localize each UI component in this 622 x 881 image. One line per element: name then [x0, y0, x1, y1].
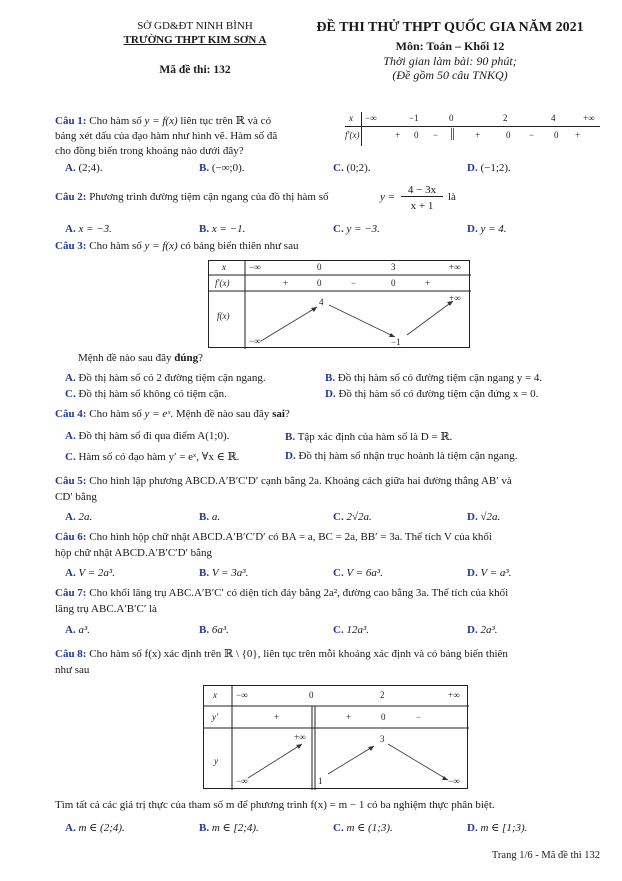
question-7: Câu 7: Cho khối lăng trụ ABC.A′B′C′ có diện tích đáy bằng 2a², đường cao bằng 3a. Thể tích của khối lăng trụ ABC.A′B′C′ là — [55, 587, 509, 615]
variation-table-q8: x y′ y −∞ 0 2 +∞ + + 0 − +∞ −∞ 3 1 −∞ — [203, 685, 468, 789]
question-5: Câu 5: Cho hình lập phương ABCD.A′B′C′D′ cạnh bằng 2a. Khoảng cách giữa hai đường thẳng AB′ và CD′ bằng — [55, 475, 512, 503]
option-b[interactable]: B. m ∈ [2;4). — [199, 822, 259, 834]
option-d[interactable]: D. m ∈ [1;3). — [467, 822, 528, 834]
arrow-up — [261, 307, 317, 341]
option-b[interactable]: B. x = −1. — [199, 223, 246, 235]
arrow-down — [388, 744, 448, 780]
exam-code: Mã đề thi: 132 — [159, 64, 231, 76]
option-b[interactable]: B. Đồ thị hàm số có đường tiệm cận ngang y = 4. — [325, 372, 543, 384]
option-c[interactable]: C. Hàm số có đạo hàm y′ = eˣ, ∀x ∈ ℝ. — [65, 451, 240, 463]
variation-table-q3: x f′(x) f(x) −∞ 0 3 +∞ + 0 − 0 + −∞ 4 −1 +∞ — [208, 260, 470, 348]
option-b[interactable]: B. (−∞;0). — [199, 162, 245, 174]
options-q1 — [65, 162, 622, 178]
option-c[interactable]: C. (0;2). — [333, 162, 371, 174]
exam-title: ĐỀ THI THỬ THPT QUỐC GIA NĂM 2021 — [316, 20, 584, 35]
arrow-up — [407, 301, 453, 335]
school-name: TRƯỜNG THPT KIM SƠN A — [123, 34, 267, 46]
option-a[interactable]: A. Đồ thị hàm số có 2 đường tiệm cận ngang. — [65, 372, 266, 384]
option-b[interactable]: B. Tập xác định của hàm số là D = ℝ. — [285, 431, 453, 443]
option-b[interactable]: B. a. — [199, 511, 221, 523]
option-d[interactable]: D. (−1;2). — [467, 162, 511, 174]
question-6: Câu 6: Cho hình hộp chữ nhật ABCD.A′B′C′D′ có BA = a, BC = 2a, BB′ = 3a. Thể tích V của khối hộp chữ nhật ABCD.A′B′C′D′ bằng — [55, 531, 492, 559]
option-a[interactable]: A. V = 2a³. — [65, 567, 115, 579]
sign-table: x f′(x) −∞ −1 0 2 4 +∞ + 0 − ║ + 0 − 0 + — [345, 112, 600, 146]
option-d[interactable]: D. √2a. — [467, 511, 501, 523]
option-a[interactable]: A. (2;4). — [65, 162, 103, 174]
option-c[interactable]: C. V = 6a³. — [333, 567, 383, 579]
option-a[interactable]: A. m ∈ (2;4). — [65, 822, 125, 834]
options-q6 — [65, 567, 622, 583]
options-q8 — [65, 821, 622, 837]
question-3: Câu 3: Cho hàm số y = f(x) có bảng biến thiên như sau — [55, 240, 299, 252]
arrow-down — [329, 305, 395, 337]
options-q7 — [65, 624, 622, 640]
option-c[interactable]: C. 2√2a. — [333, 511, 372, 523]
exam-subject: Môn: Toán – Khối 12 — [395, 39, 505, 53]
option-c[interactable]: C. y = −3. — [333, 223, 380, 235]
option-a[interactable]: A. x = −3. — [65, 223, 112, 235]
option-b[interactable]: B. 6a³. — [199, 624, 229, 636]
option-d[interactable]: D. y = 4. — [467, 223, 507, 235]
options-q4 — [65, 430, 622, 466]
option-d[interactable]: D. Đồ thị hàm số có đường tiệm cận đứng x = 0. — [325, 388, 539, 400]
arrow-head — [368, 746, 374, 751]
exam-count: (Đề gồm 50 câu TNKQ) — [392, 68, 508, 82]
q8-prompt: Tìm tất cả các giá trị thực của tham số m để phương trình f(x) = m − 1 có ba nghiệm thực phân biệt. — [55, 799, 495, 811]
option-a[interactable]: A. 2a. — [65, 511, 93, 523]
option-d[interactable]: D. V = a³. — [467, 567, 512, 579]
arrow-up — [328, 746, 374, 774]
option-a[interactable]: A. Đồ thị hàm số đi qua điểm A(1;0). — [65, 430, 230, 442]
question-2: Câu 2: Phương trình đường tiệm cận ngang của đồ thị hàm số y = 4 − 3x x + 1 là — [55, 184, 456, 212]
question-8: Câu 8: Cho hàm số f(x) xác định trên ℝ \ {0}, liên tục trên mỗi khoảng xác định và có bảng biến thiên như sau — [55, 648, 508, 676]
question-4: Câu 4: Cho hàm số y = eˣ. Mệnh đề nào sau đây sai? — [55, 408, 290, 420]
exam-time: Thời gian làm bài: 90 phút; — [383, 54, 517, 68]
arrow-up — [248, 744, 302, 778]
option-c[interactable]: C. Đồ thị hàm số không có tiệm cận. — [65, 388, 227, 400]
options-q5 — [65, 511, 622, 527]
arrow-head — [296, 744, 302, 749]
option-c[interactable]: C. 12a³. — [333, 624, 370, 636]
dept-name: SỞ GD&ĐT NINH BÌNH — [137, 20, 253, 32]
arrow-head — [311, 307, 317, 312]
question-1: Câu 1: Cho hàm số y = f(x) liên tục trên ℝ và có bảng xét dấu của đạo hàm như hình vẽ. Hàm số đã cho đồng biến trong khoảng nào dưới đây? — [55, 115, 278, 157]
option-a[interactable]: A. a³. — [65, 624, 91, 636]
option-d[interactable]: D. 2a³. — [467, 624, 498, 636]
option-d[interactable]: D. Đồ thị hàm số nhận trục hoành là tiệm cận ngang. — [285, 450, 518, 462]
page-footer: Trang 1/6 - Mã đề thi 132 — [491, 850, 600, 861]
option-b[interactable]: B. V = 3a³. — [199, 567, 249, 579]
option-c[interactable]: C. m ∈ (1;3). — [333, 822, 393, 834]
options-q2 — [65, 223, 622, 239]
options-q3 — [65, 372, 622, 404]
q3-prompt: Mệnh đề nào sau đây đúng? — [78, 352, 203, 364]
question-label: Câu 1: — [55, 115, 87, 127]
